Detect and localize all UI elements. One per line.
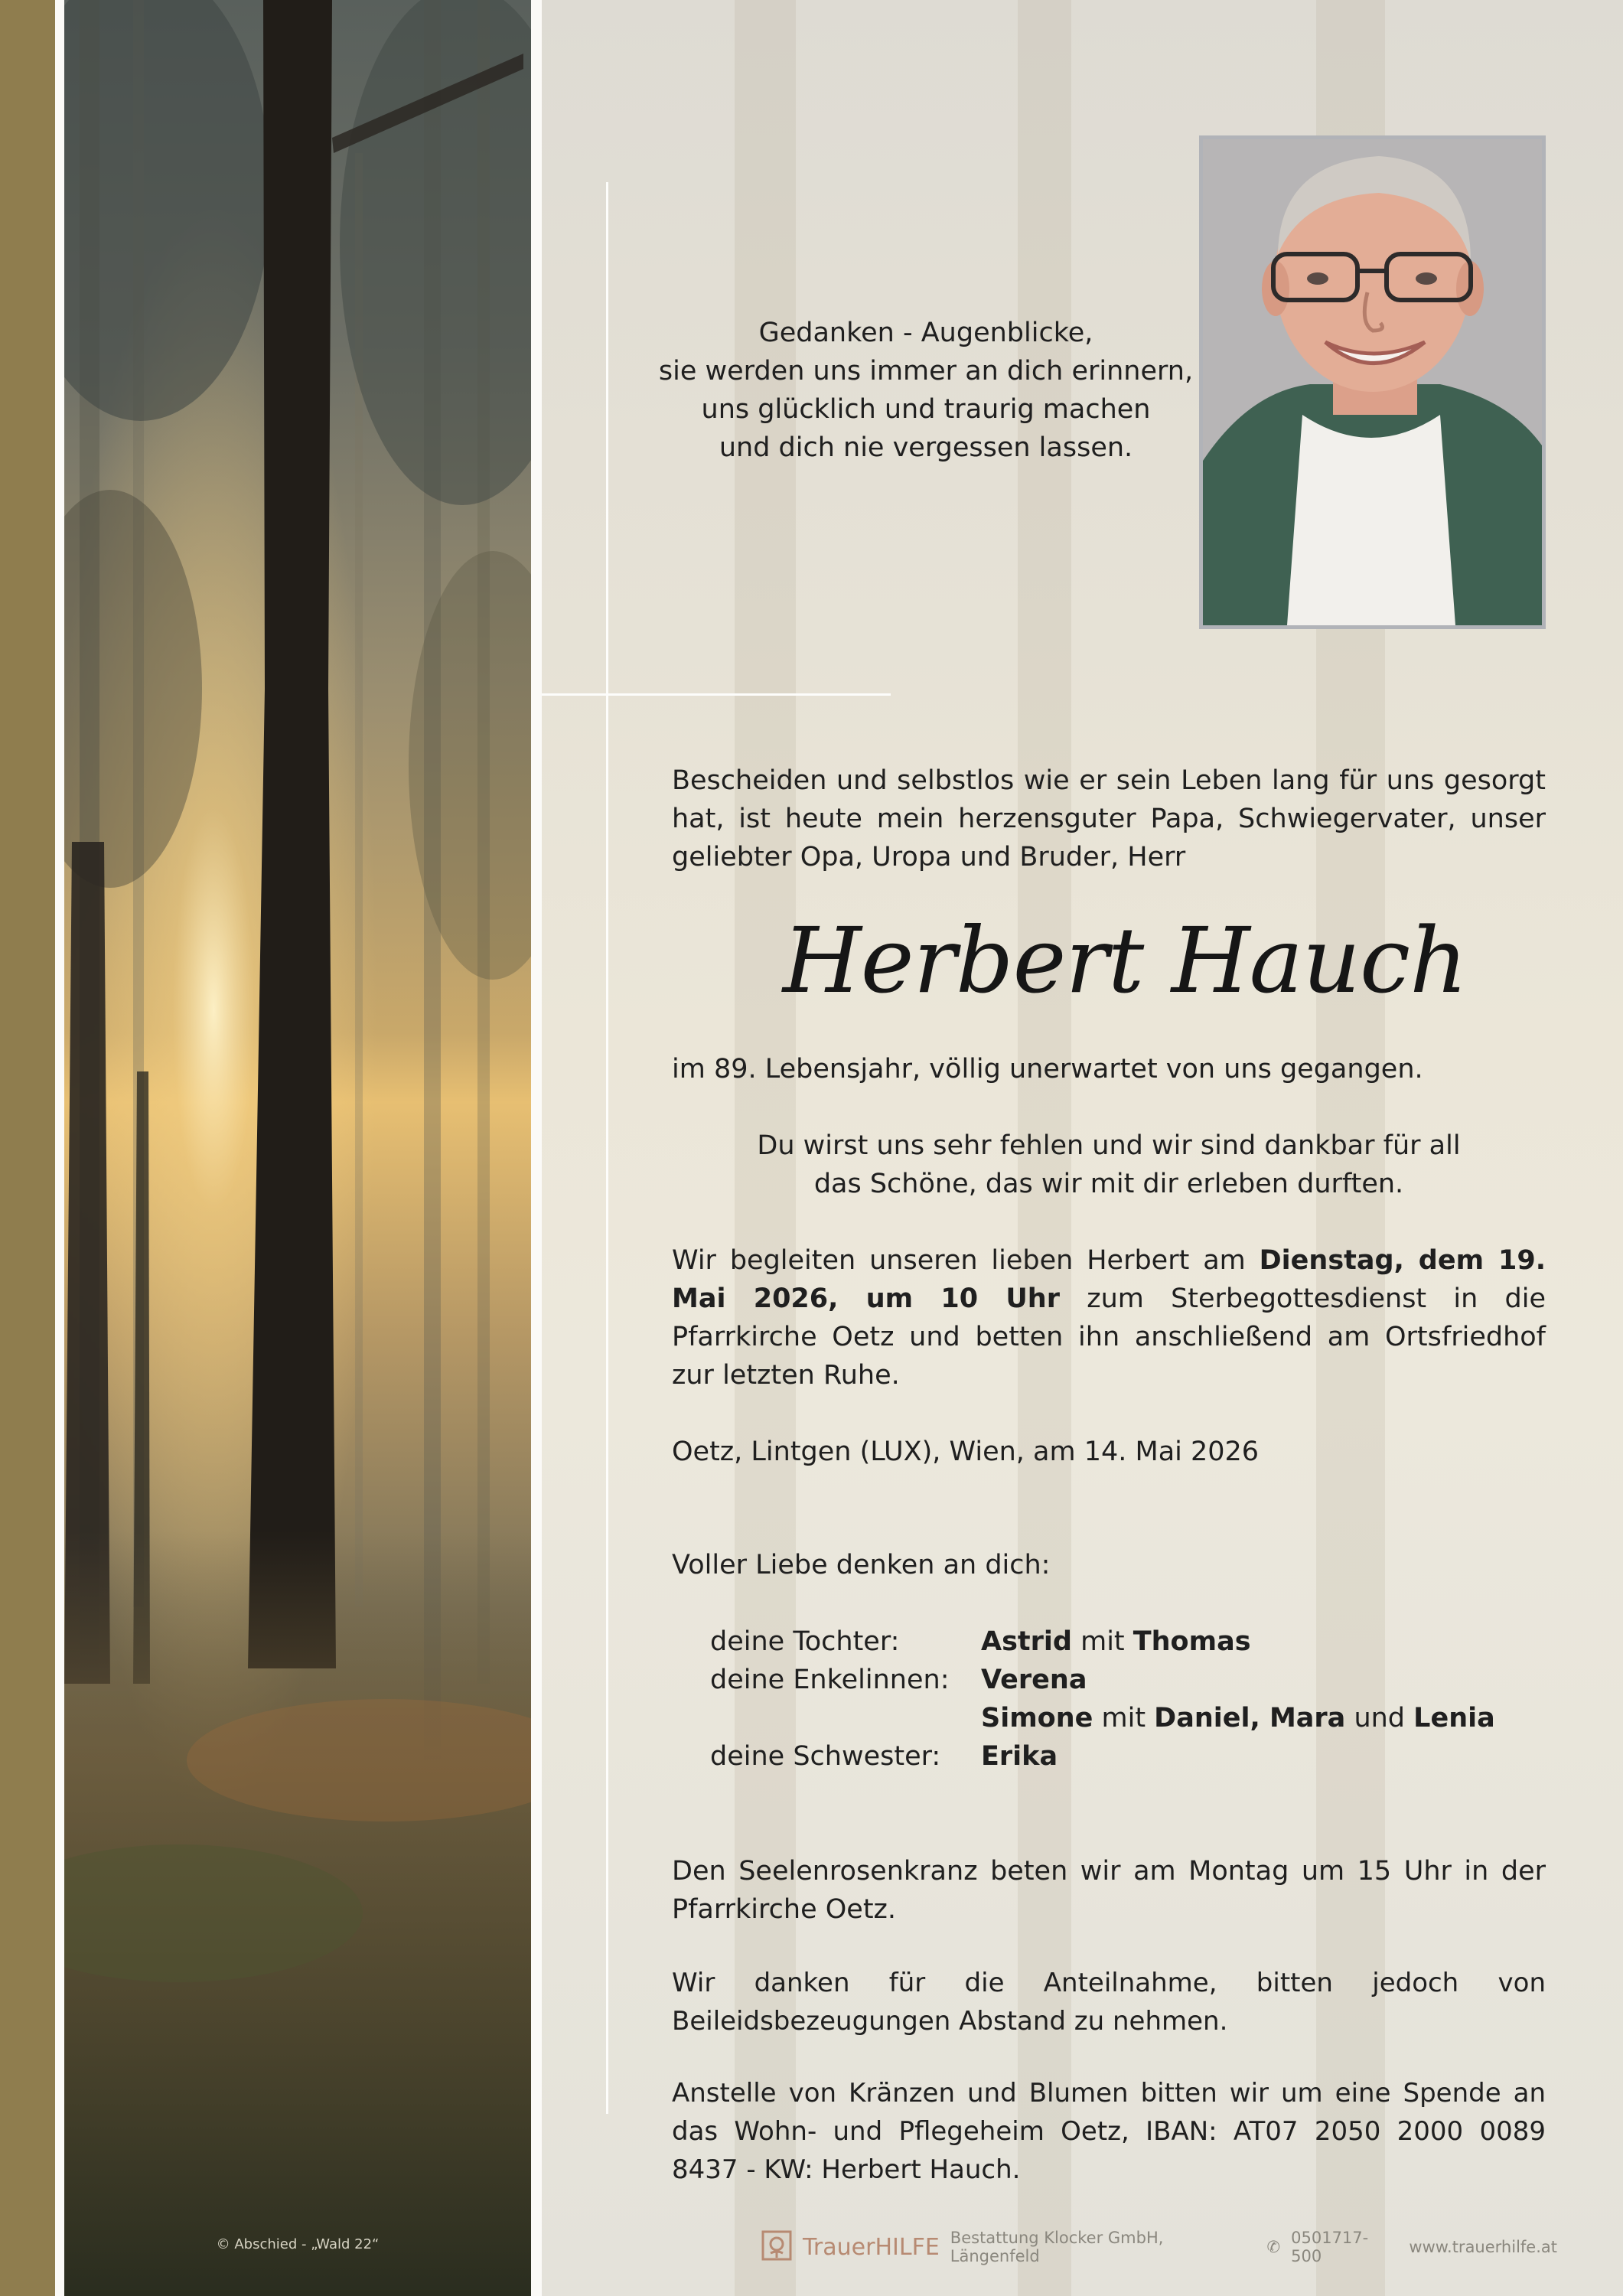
footer: [761, 2230, 1557, 2264]
mourner-name: Astrid: [981, 1626, 1072, 1657]
white-divider-right: [531, 0, 542, 2296]
mourner-names: [981, 1623, 1251, 1661]
age-statement: im 89. Lebensjahr, völlig unerwartet von uns gegangen.: [672, 1054, 1423, 1084]
funeral-text: zum Sterbegottesdienst in die Pfarrkirche Oetz und betten ihn anschließend am Ortsfriedhof zur letzten Ruhe.: [672, 1283, 1546, 1391]
company-name: Bestattung Klocker GmbH, Längenfeld: [950, 2229, 1164, 2265]
gold-side-strip: [0, 0, 55, 2296]
farewell-line: Du wirst uns sehr fehlen und wir sind dankbar für all: [757, 1130, 1461, 1161]
mourner-name: Verena: [981, 1665, 1087, 1695]
vertical-cross-line: [606, 182, 608, 2114]
deceased-name: Herbert Hauch: [782, 908, 1468, 1013]
phone-icon: ✆: [1266, 2238, 1281, 2256]
farewell-message: [672, 1127, 1546, 1203]
rose-logo-icon: [761, 2230, 792, 2265]
farewell-line: das Schöne, das wir mit dir erleben durften.: [813, 1169, 1404, 1199]
portrait-photo: [1199, 135, 1546, 629]
mourners-heading: Voller Liebe denken an dich:: [672, 1550, 1051, 1580]
funeral-text: Wir begleiten unseren lieben Herbert am: [672, 1245, 1260, 1276]
photo-copyright: © Abschied - „Wald 22“: [216, 2236, 380, 2252]
connector-text: mit: [1071, 1626, 1133, 1657]
phone-number[interactable]: 0501717-500: [1291, 2229, 1369, 2265]
place-and-date: Oetz, Lintgen (LUX), Wien, am 14. Mai 2026: [672, 1437, 1260, 1467]
mourner-relation-empty: [710, 1699, 981, 1737]
rosary-paragraph: Den Seelenrosenkranz beten wir am Montag um 15 Uhr in der Pfarrkirche Oetz.: [672, 1856, 1546, 1925]
mourner-name: Simone: [981, 1703, 1093, 1733]
poem-line: und dich nie vergessen lassen.: [719, 432, 1133, 463]
mourner-row: [710, 1699, 1546, 1737]
white-divider-left: [55, 0, 64, 2296]
poem-line: sie werden uns immer an dich erinnern,: [658, 356, 1194, 386]
mourner-name: Lenia: [1413, 1703, 1495, 1733]
brand-name-part: Trauer: [803, 2233, 875, 2261]
mourner-relation: deine Tochter:: [710, 1626, 900, 1657]
forest-photo: [64, 0, 531, 2296]
poem-line: uns glücklich und traurig machen: [701, 394, 1151, 425]
intro-paragraph: Bescheiden und selbstlos wie er sein Leben lang für uns gesorgt hat, ist heute mein herzensguter Papa, Schwiegervater, unser geliebter Opa, Uropa und Bruder, Herr: [672, 765, 1546, 872]
mourner-relation: deine Enkelinnen:: [710, 1665, 950, 1695]
poem-line: Gedanken - Augenblicke,: [758, 318, 1093, 348]
mourner-name: Erika: [981, 1741, 1058, 1772]
thanks-paragraph: Wir danken für die Anteilnahme, bitten jedoch von Beileidsbezeugungen Abstand zu nehmen.: [672, 1968, 1546, 2037]
mourner-name: Thomas: [1133, 1626, 1251, 1657]
mourner-names: [981, 1699, 1495, 1737]
funeral-paragraph: [672, 1241, 1546, 1394]
connector-text: und: [1345, 1703, 1414, 1733]
connector-text: mit: [1093, 1703, 1155, 1733]
brand-name[interactable]: [803, 2234, 940, 2261]
mourner-row: [710, 1661, 1546, 1699]
memorial-poem: [658, 314, 1194, 467]
funeral-date: Dienstag, dem 19. Mai 2026, um 10 Uhr: [672, 1245, 1546, 1314]
mourner-relation: deine Schwester:: [710, 1741, 941, 1772]
mourner-row: [710, 1623, 1546, 1661]
mourner-name: Daniel, Mara: [1154, 1703, 1346, 1733]
mourner-row: [710, 1737, 1546, 1776]
mourners-list: [710, 1623, 1546, 1776]
brand-name-part: HILFE: [875, 2233, 940, 2261]
horizontal-cross-line: [542, 693, 891, 696]
website-link[interactable]: www.trauerhilfe.at: [1409, 2238, 1557, 2256]
donation-paragraph: Anstelle von Kränzen und Blumen bitten wir um eine Spende an das Wohn- und Pflegeheim Oetz, IBAN: AT07 2050 2000 0089 8437 - KW: Herbert Hauch.: [672, 2078, 1546, 2185]
